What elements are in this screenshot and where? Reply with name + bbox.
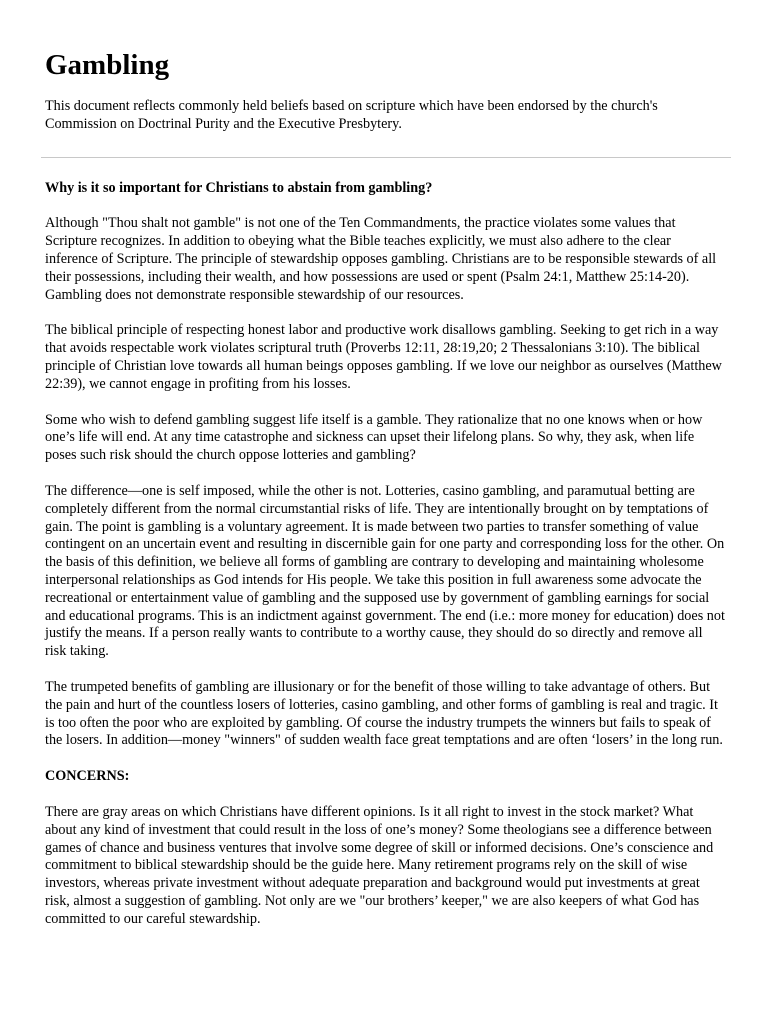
divider	[41, 157, 731, 158]
document-page	[45, 44, 727, 928]
body-paragraph: Although "Thou shalt not gamble" is not one of the Ten Commandments, the practice violates some values that Scripture recognizes. In addition to obeying what the Bible teaches explicitly, we must also adhere to the clear inference of Scripture. The principle of stewardship opposes gambling. Christians are to be responsible stewards of all their possessions, including their wealth, and how possessions are used or spent (Psalm 24:1, Matthew 25:14-20). Gambling does not demonstrate responsible stewardship of our resources.	[45, 215, 717, 303]
page-title: Gambling	[45, 49, 170, 81]
intro-paragraph: This document reflects commonly held beliefs based on scripture which have been endorsed by the church's Commission on Doctrinal Purity and the Executive Presbytery.	[45, 98, 658, 132]
body-paragraph: The difference—one is self imposed, while the other is not. Lotteries, casino gambling, and paramutual betting are completely different from the normal circumstantial risks of life. They are intentionally brought on by temptations of gain. The point is gambling is a voluntary agreement. It is made between two parties to transfer something of value contingent on an uncertain event and resulting in discernible gain for one party and corresponding loss for the other. On the basis of this definition, we believe all forms of gambling are contrary to developing and maintaining wholesome interpersonal relationships as God intends for His people. We take this position in full awareness some advocate the recreational or entertainment value of gambling and the supposed use by government of gambling earnings for social and educational programs. This is an indictment against government. The end (i.e.: more money for education) does not justify the means. If a person really wants to contribute to a worthy cause, they should do so directly and remove all risk taking.	[45, 482, 725, 660]
question-heading: Why is it so important for Christians to abstain from gambling?	[45, 179, 433, 196]
body-paragraph: The biblical principle of respecting honest labor and productive work disallows gambling. Seeking to get rich in a way that avoids respectable work violates scriptural truth (Proverbs 12:11, 28:19,20; 2 Thessalonians 3:10). The biblical principle of Christian love towards all human beings opposes gambling. If we love our neighbor as ourselves (Matthew 22:39), we cannot engage in profiting from his losses.	[45, 322, 722, 392]
concerns-heading: CONCERNS:	[45, 768, 130, 785]
concerns-paragraph: There are gray areas on which Christians have different opinions. Is it all right to invest in the stock market? What about any kind of investment that could result in the loss of one’s money? Some theologians see a difference between games of chance and business ventures that involve some degree of skill or informed decisions. One’s conscience and commitment to biblical stewardship should be the guide here. Many retirement programs rely on the skill of wise investors, whereas private investment without adequate preparation and background would put investments at great risk, almost a suggestion of gambling. Not only are we "our brothers’ keeper," we are also keepers of what God has committed to our careful stewardship.	[45, 803, 714, 927]
body-paragraph: The trumpeted benefits of gambling are illusionary or for the benefit of those willing to take advantage of others. But the pain and hurt of the countless losers of lotteries, casino gambling, and other forms of gambling is real and tragic. It is too often the poor who are exploited by gambling. Of course the industry trumpets the winners but fails to speak of the losers. In addition—money "winners" of sudden wealth face great temptations and are often ‘losers’ in the long run.	[45, 678, 723, 749]
body-paragraph: Some who wish to defend gambling suggest life itself is a gamble. They rationalize that no one knows when or how one’s life will end. At any time catastrophe and sickness can upset their lifelong plans. So why, they ask, when life poses such risk should the church oppose lotteries and gambling?	[45, 411, 703, 464]
